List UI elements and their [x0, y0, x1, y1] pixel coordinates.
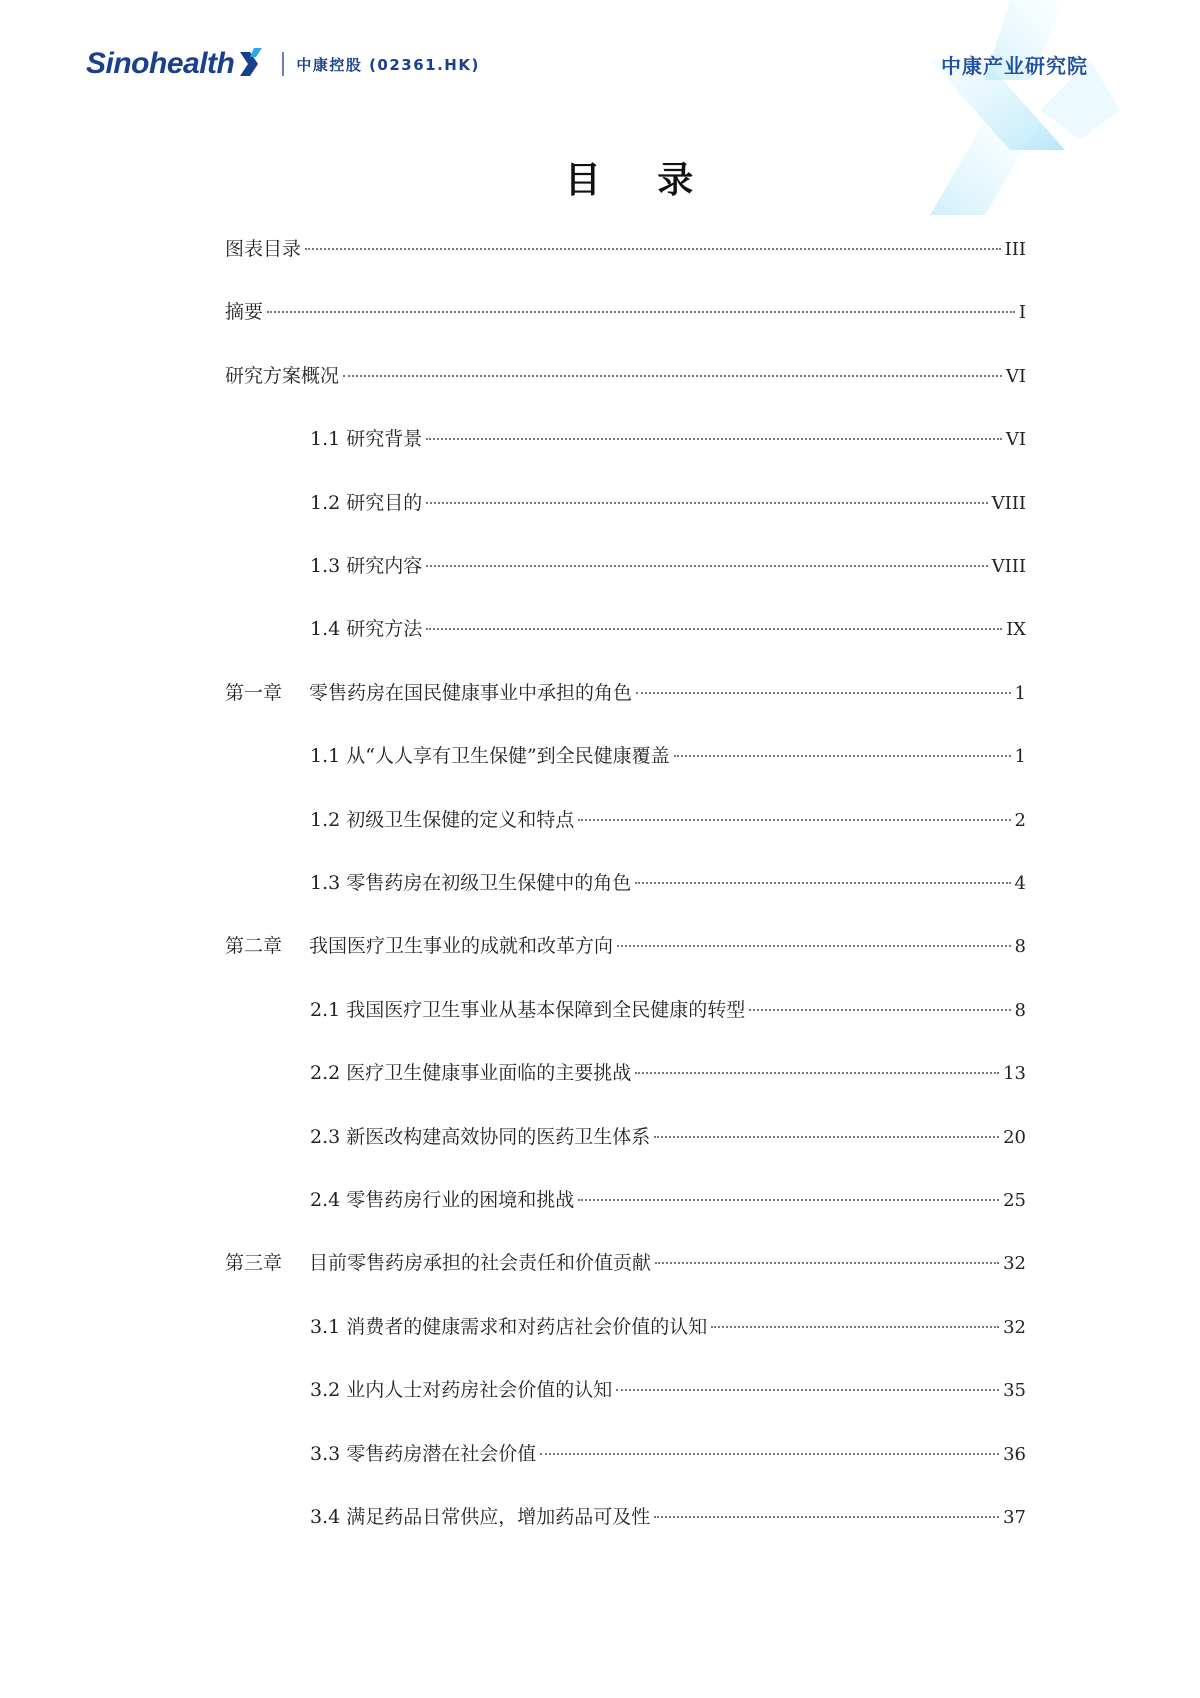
- toc-dot-leader: [540, 1453, 999, 1455]
- toc-dot-leader: [654, 1516, 999, 1518]
- toc-dot-leader: [655, 1262, 999, 1264]
- toc-entry[interactable]: [225, 363, 1026, 390]
- toc-chapter-number: 第二章: [225, 935, 283, 957]
- toc-entry-label: 3.3 零售药房潜在社会价值: [310, 1443, 537, 1465]
- toc-page-number: 36: [1003, 1444, 1026, 1465]
- toc-dot-leader: [305, 248, 1001, 250]
- toc-dot-leader: [635, 882, 1010, 884]
- toc-page-number: III: [1004, 239, 1026, 260]
- toc-dot-leader: [749, 1009, 1010, 1011]
- toc-entry[interactable]: [310, 1187, 1026, 1214]
- toc-dot-leader: [426, 502, 987, 504]
- toc-entry[interactable]: [310, 490, 1026, 517]
- toc-entry-label: 零售药房在国民健康事业中承担的角色: [309, 682, 633, 704]
- toc-dot-leader: [636, 692, 1011, 694]
- toc-entry-label: 1.1 研究背景: [310, 428, 423, 450]
- toc-page-number: 2: [1014, 810, 1026, 831]
- toc-dot-leader: [426, 565, 987, 567]
- toc-entry[interactable]: [310, 1060, 1026, 1087]
- toc-dot-leader: [635, 1072, 999, 1074]
- toc-entry-label: 1.2 研究目的: [310, 492, 423, 514]
- toc-entry[interactable]: [225, 299, 1026, 326]
- toc-dot-leader: [674, 755, 1011, 757]
- toc-entry[interactable]: [225, 236, 1026, 263]
- toc-page-number: 35: [1003, 1380, 1026, 1401]
- toc-entry[interactable]: [310, 553, 1026, 580]
- toc-dot-leader: [343, 375, 1002, 377]
- toc-entry-label: 1.4 研究方法: [310, 618, 423, 640]
- toc-page-number: 8: [1014, 1000, 1026, 1021]
- page-title: 目 录: [564, 160, 716, 201]
- toc-dot-leader: [578, 819, 1010, 821]
- toc-page-number: 1: [1014, 683, 1026, 704]
- toc-entry[interactable]: [310, 426, 1026, 453]
- toc-entry[interactable]: [310, 1314, 1026, 1341]
- toc-entry-label: 3.4 满足药品日常供应，增加药品可及性: [310, 1506, 651, 1528]
- toc-dot-leader: [711, 1326, 999, 1328]
- toc-page-number: 1: [1014, 746, 1026, 767]
- toc-dot-leader: [617, 945, 1011, 947]
- toc-entry[interactable]: [310, 1441, 1026, 1468]
- toc-entry-label: 目前零售药房承担的社会责任和价值贡献: [309, 1252, 652, 1274]
- toc-page-number: 25: [1003, 1190, 1026, 1211]
- toc-entry-label: 摘要: [225, 301, 264, 323]
- toc-page-number: VIII: [991, 556, 1026, 577]
- toc-page-number: VI: [1005, 429, 1026, 450]
- institute-name: 中康产业研究院: [941, 54, 1088, 78]
- toc-entry[interactable]: [310, 997, 1026, 1024]
- toc-page-number: 4: [1014, 873, 1026, 894]
- toc-dot-leader: [267, 311, 1015, 313]
- toc-page-number: VIII: [991, 493, 1026, 514]
- toc-entry-label: 2.3 新医改构建高效协同的医药卫生体系: [310, 1126, 651, 1148]
- toc-page-number: VI: [1005, 366, 1026, 387]
- toc-dot-leader: [426, 438, 1002, 440]
- toc-page-number: 32: [1003, 1317, 1026, 1338]
- toc-entry-label: 2.1 我国医疗卫生事业从基本保障到全民健康的转型: [310, 999, 746, 1021]
- toc-entry-label: 1.3 研究内容: [310, 555, 423, 577]
- toc-entry[interactable]: [310, 616, 1026, 643]
- toc-entry-label: 1.3 零售药房在初级卫生保健中的角色: [310, 872, 632, 894]
- toc-dot-leader: [426, 628, 1002, 630]
- logo-wordmark: Sinohealth: [86, 47, 235, 80]
- toc-entry[interactable]: [310, 1124, 1026, 1151]
- toc-entry[interactable]: [225, 1250, 1026, 1277]
- toc-entry-label: 1.2 初级卫生保健的定义和特点: [310, 809, 575, 831]
- toc-dot-leader: [616, 1389, 999, 1391]
- toc-chapter-number: 第三章: [225, 1252, 283, 1274]
- toc-entry[interactable]: [310, 743, 1026, 770]
- company-ticker: 中康控股 (02361.HK): [296, 55, 480, 74]
- toc-entry[interactable]: [225, 680, 1026, 707]
- toc-entry-label: 2.4 零售药房行业的困境和挑战: [310, 1189, 575, 1211]
- toc-page-number: 37: [1003, 1507, 1026, 1528]
- toc-dot-leader: [654, 1136, 999, 1138]
- toc-entry[interactable]: [310, 1504, 1026, 1531]
- toc-page-number: 13: [1003, 1063, 1026, 1084]
- toc-entry[interactable]: [225, 933, 1026, 960]
- toc-entry-label: 3.2 业内人士对药房社会价值的认知: [310, 1379, 613, 1401]
- toc-entry-label: 图表目录: [225, 238, 302, 260]
- toc-entry-label: 我国医疗卫生事业的成就和改革方向: [309, 935, 614, 957]
- toc-dot-leader: [578, 1199, 999, 1201]
- toc-page-number: IX: [1006, 619, 1026, 640]
- toc-entry-label: 3.1 消费者的健康需求和对药店社会价值的认知: [310, 1316, 708, 1338]
- toc-entry-label: 1.1 从“人人享有卫生保健”到全民健康覆盖: [310, 745, 670, 767]
- toc-entry[interactable]: [310, 870, 1026, 897]
- toc-page-number: 20: [1003, 1127, 1026, 1148]
- toc-entry-label: 2.2 医疗卫生健康事业面临的主要挑战: [310, 1062, 632, 1084]
- toc-entry-label: 研究方案概况: [225, 365, 340, 387]
- toc-chapter-number: 第一章: [225, 682, 283, 704]
- toc-page-number: 32: [1003, 1253, 1026, 1274]
- toc-entry[interactable]: [310, 1377, 1026, 1404]
- toc-entry[interactable]: [310, 807, 1026, 834]
- toc-page-number: 8: [1014, 936, 1026, 957]
- toc-page-number: I: [1018, 302, 1026, 323]
